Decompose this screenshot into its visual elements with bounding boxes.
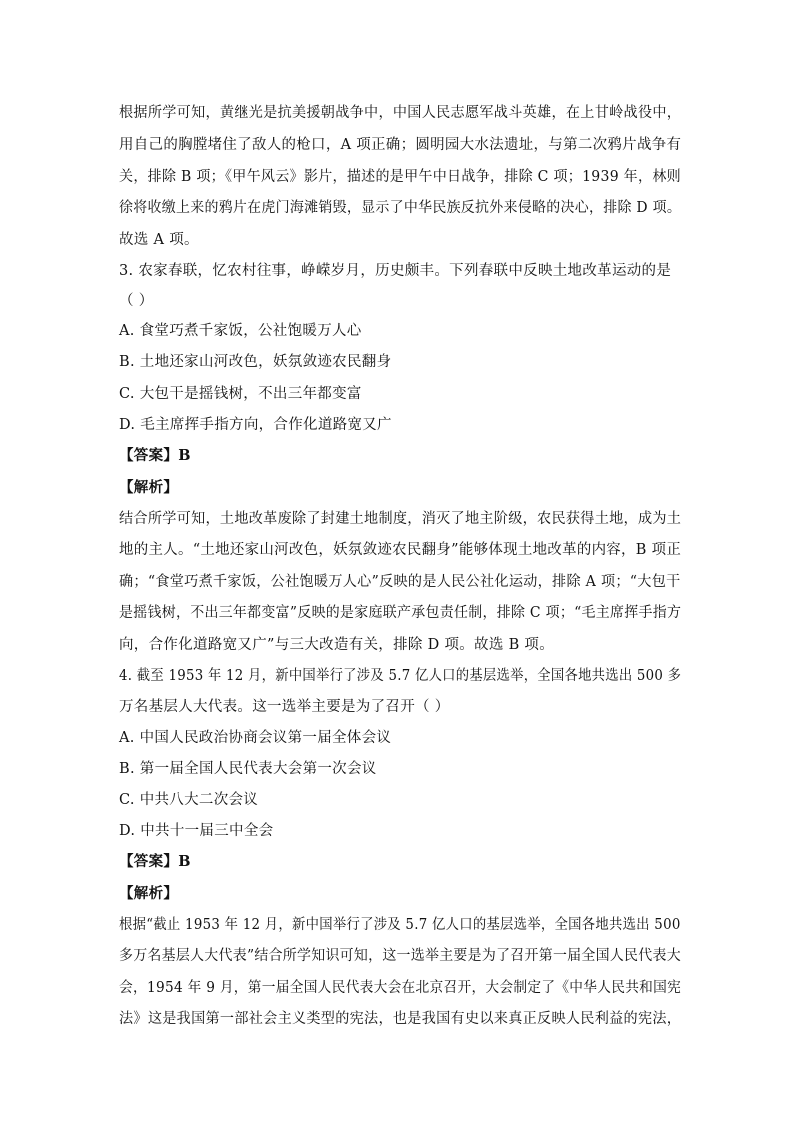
question-3-blank: （ ）	[119, 293, 154, 309]
question-4-option-d: D. 中共十一届三中全会	[119, 823, 274, 839]
question-4-stem-line-2: 万名基层人大代表。这一选举主要是为了召开（ ）	[119, 699, 450, 715]
question-3-analysis-heading: 【解析】	[119, 479, 179, 496]
question-3-option-b: B. 土地还家山河改色，妖氛敛迹农民翻身	[119, 354, 392, 370]
explanation-q2-line-3: 关，排除 B 项；《甲午风云》影片，描述的是甲午中日战争，排除 C 项；1939 年，林则	[119, 169, 681, 185]
question-4-analysis-line-2: 多万名基层人大代表”结合所学知识可知，这一选举主要是为了召开第一届全国人民代表大	[119, 948, 681, 964]
question-3-answer: 【答案】B	[119, 447, 191, 464]
question-4-stem-line-1: 4. 截至 1953 年 12 月，新中国举行了涉及 5.7 亿人口的基层选举，全国各地共选出 500 多	[119, 668, 682, 684]
question-3-option-c: C. 大包干是摇钱树，不出三年都变富	[119, 386, 362, 402]
explanation-q2-line-5: 故选 A 项。	[119, 232, 199, 248]
question-3-option-d: D. 毛主席挥手指方向，合作化道路宽又广	[119, 417, 392, 433]
question-3-analysis-line-5: 向，合作化道路宽又广”与三大改造有关，排除 D 项。故选 B 项。	[119, 637, 555, 653]
explanation-q2-line-1: 根据所学可知，黄继光是抗美援朝战争中，中国人民志愿军战斗英雄，在上甘岭战役中，	[119, 105, 682, 121]
question-3-analysis-line-4: 是摇钱树，不出三年都变富”反映的是家庭联产承包责任制，排除 C 项；“毛主席挥手指方	[119, 605, 682, 621]
question-4-option-c: C. 中共八大二次会议	[119, 792, 259, 808]
question-3-analysis-line-1: 结合所学可知，土地改革废除了封建土地制度，消灭了地主阶级，农民获得土地，成为土	[119, 511, 682, 527]
question-4-analysis-heading: 【解析】	[119, 885, 179, 902]
question-4-answer: 【答案】B	[119, 853, 191, 870]
question-4-analysis-line-4: 法》这是我国第一部社会主义类型的宪法，也是我国有史以来真正反映人民利益的宪法，	[119, 1011, 682, 1027]
explanation-q2-line-2: 用自己的胸膛堵住了敌人的枪口，A 项正确；圆明园大水法遗址，与第二次鸦片战争有	[119, 137, 682, 153]
explanation-q2-line-4: 徐将收缴上来的鸦片在虎门海滩销毁，显示了中华民族反抗外来侵略的决心，排除 D 项。	[119, 200, 682, 216]
question-3-option-a: A. 食堂巧煮千家饭，公社饱暖万人心	[119, 323, 362, 339]
question-4-analysis-line-3: 会，1954 年 9 月，第一届全国人民代表大会在北京召开，大会制定了《中华人民共和国宪	[119, 980, 682, 996]
question-4-option-a: A. 中国人民政治协商会议第一届全体会议	[119, 730, 392, 746]
question-3-analysis-line-3: 确；“食堂巧煮千家饭，公社饱暖万人心”反映的是人民公社化运动，排除 A 项；“大包干	[119, 574, 681, 590]
question-3-stem: 3. 农家春联，忆农村往事，峥嵘岁月，历史颇丰。下列春联中反映土地改革运动的是	[119, 263, 672, 279]
question-4-analysis-line-1: 根据“截止 1953 年 12 月，新中国举行了涉及 5.7 亿人口的基层选举，全国各地共选出 500	[119, 917, 681, 933]
question-4-option-b: B. 第一届全国人民代表大会第一次会议	[119, 761, 377, 777]
question-3-analysis-line-2: 地的主人。“土地还家山河改色，妖氛敛迹农民翻身”能够体现土地改革的内容，B 项正	[119, 542, 682, 558]
